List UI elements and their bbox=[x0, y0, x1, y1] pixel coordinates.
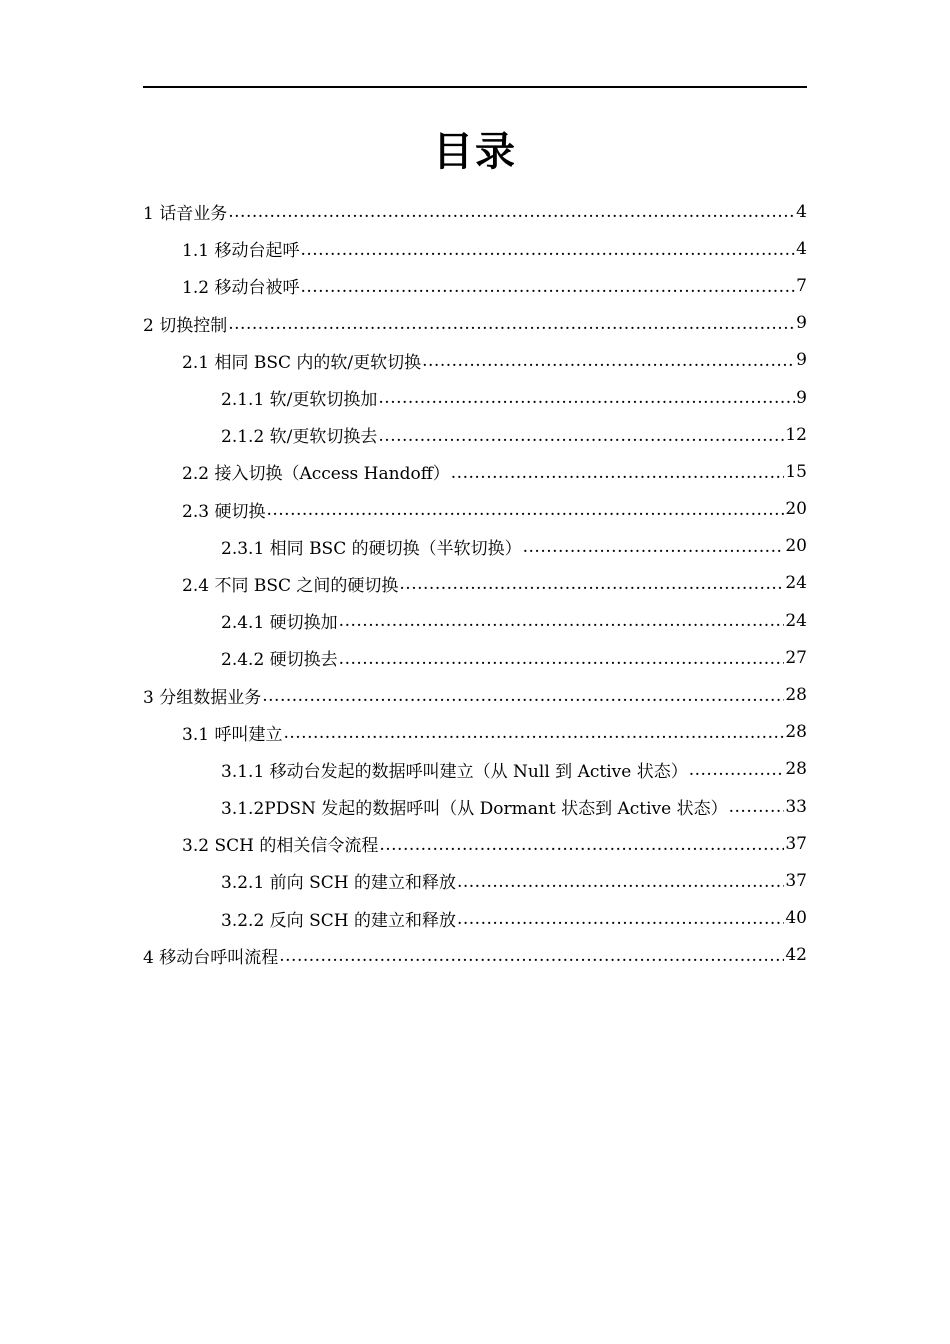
toc-dot-leader bbox=[266, 500, 784, 520]
toc-page-number: 28 bbox=[785, 722, 807, 743]
toc-entry-label: 2 切换控制 bbox=[143, 315, 228, 336]
toc-dot-leader bbox=[689, 760, 785, 780]
toc-entry-label: 3.2.1 前向 SCH 的建立和释放 bbox=[221, 873, 456, 894]
toc-dot-leader bbox=[262, 686, 784, 706]
toc-page-number: 33 bbox=[785, 796, 807, 817]
toc-dot-leader bbox=[300, 240, 795, 260]
toc-entry[interactable] bbox=[143, 379, 807, 416]
toc-dot-leader bbox=[228, 314, 795, 334]
toc-dot-leader bbox=[378, 426, 784, 446]
toc-entry[interactable] bbox=[143, 676, 807, 713]
toc-dot-leader bbox=[379, 835, 784, 855]
toc-page-number: 9 bbox=[796, 313, 807, 334]
toc-entry[interactable] bbox=[143, 639, 807, 676]
toc-dot-leader bbox=[451, 463, 785, 483]
toc-entry-label: 2.1.1 软/更软切换加 bbox=[221, 390, 378, 411]
toc-entry[interactable] bbox=[143, 193, 807, 230]
toc-entry[interactable] bbox=[143, 565, 807, 602]
toc-dot-leader bbox=[457, 872, 784, 892]
toc-entry-label: 2.3 硬切换 bbox=[182, 501, 266, 522]
toc-entry-label: 1.1 移动台起呼 bbox=[182, 241, 300, 262]
toc-page-number: 9 bbox=[796, 350, 807, 371]
toc-dot-leader bbox=[457, 909, 784, 929]
toc-entry-label: 4 移动台呼叫流程 bbox=[143, 947, 279, 968]
toc-entry[interactable] bbox=[143, 342, 807, 379]
toc-page-number: 28 bbox=[785, 685, 807, 706]
toc-page-number: 24 bbox=[785, 573, 807, 594]
toc-entry[interactable] bbox=[143, 416, 807, 453]
toc-entry[interactable] bbox=[143, 305, 807, 342]
toc-entry-label: 2.1 相同 BSC 内的软/更软切换 bbox=[182, 352, 422, 373]
toc-entry[interactable] bbox=[143, 714, 807, 751]
toc-entry[interactable] bbox=[143, 862, 807, 899]
toc-entry-label: 2.1.2 软/更软切换去 bbox=[221, 427, 378, 448]
toc-entry-label: 2.2 接入切换（Access Handoff） bbox=[182, 464, 450, 485]
toc-entry-label: 2.3.1 相同 BSC 的硬切换（半软切换） bbox=[221, 538, 522, 559]
toc-dot-leader bbox=[279, 946, 784, 966]
toc-entry[interactable] bbox=[143, 900, 807, 937]
toc-page-number: 20 bbox=[785, 499, 807, 520]
toc-entry-label: 3 分组数据业务 bbox=[143, 687, 262, 708]
toc-entry[interactable] bbox=[143, 825, 807, 862]
toc-dot-leader bbox=[339, 649, 785, 669]
toc-page-number: 24 bbox=[785, 610, 807, 631]
toc-entry-label: 3.1 呼叫建立 bbox=[182, 724, 283, 745]
toc-dot-leader bbox=[283, 723, 784, 743]
toc-page-number: 37 bbox=[785, 833, 807, 854]
toc-page-number: 27 bbox=[785, 647, 807, 668]
toc-page-number: 37 bbox=[785, 870, 807, 891]
toc-dot-leader bbox=[228, 202, 795, 222]
toc-page-number: 4 bbox=[796, 238, 807, 259]
toc-entry-label: 3.1.2PDSN 发起的数据呼叫（从 Dormant 状态到 Active 状态） bbox=[221, 799, 728, 820]
toc-entry[interactable] bbox=[143, 491, 807, 528]
toc-page-number: 4 bbox=[796, 201, 807, 222]
toc-dot-leader bbox=[729, 797, 785, 817]
toc-page-number: 9 bbox=[796, 387, 807, 408]
toc-dot-leader bbox=[399, 574, 784, 594]
toc-entry[interactable] bbox=[143, 937, 807, 974]
page-title: 目录 bbox=[433, 128, 517, 175]
toc-entry-label: 2.4.2 硬切换去 bbox=[221, 650, 338, 671]
toc-entry-label: 3.2 SCH 的相关信令流程 bbox=[182, 836, 379, 857]
toc-page-number: 12 bbox=[785, 424, 807, 445]
toc-dot-leader bbox=[300, 277, 795, 297]
toc-page-number: 15 bbox=[785, 461, 807, 482]
toc-entry-label: 2.4 不同 BSC 之间的硬切换 bbox=[182, 575, 399, 596]
toc-entry[interactable] bbox=[143, 528, 807, 565]
toc-entry-label: 3.2.2 反向 SCH 的建立和释放 bbox=[221, 910, 456, 931]
toc-dot-leader bbox=[523, 537, 785, 557]
toc-entry[interactable] bbox=[143, 602, 807, 639]
toc-entry-label: 2.4.1 硬切换加 bbox=[221, 613, 338, 634]
toc-page-number: 28 bbox=[785, 759, 807, 780]
toc-entry[interactable] bbox=[143, 751, 807, 788]
toc-page-number: 42 bbox=[785, 945, 807, 966]
toc-entry-label: 1 话音业务 bbox=[143, 204, 228, 225]
table-of-contents bbox=[143, 193, 807, 974]
toc-entry[interactable] bbox=[143, 788, 807, 825]
toc-entry[interactable] bbox=[143, 267, 807, 304]
toc-page-number: 20 bbox=[785, 536, 807, 557]
toc-page-number: 40 bbox=[785, 908, 807, 929]
toc-entry[interactable] bbox=[143, 453, 807, 490]
toc-dot-leader bbox=[378, 388, 795, 408]
toc-entry[interactable] bbox=[143, 230, 807, 267]
toc-entry-label: 1.2 移动台被呼 bbox=[182, 278, 300, 299]
toc-entry-label: 3.1.1 移动台发起的数据呼叫建立（从 Null 到 Active 状态） bbox=[221, 761, 688, 782]
header-rule bbox=[143, 86, 807, 88]
toc-page-number: 7 bbox=[796, 275, 807, 296]
toc-dot-leader bbox=[339, 611, 785, 631]
toc-dot-leader bbox=[422, 351, 795, 371]
